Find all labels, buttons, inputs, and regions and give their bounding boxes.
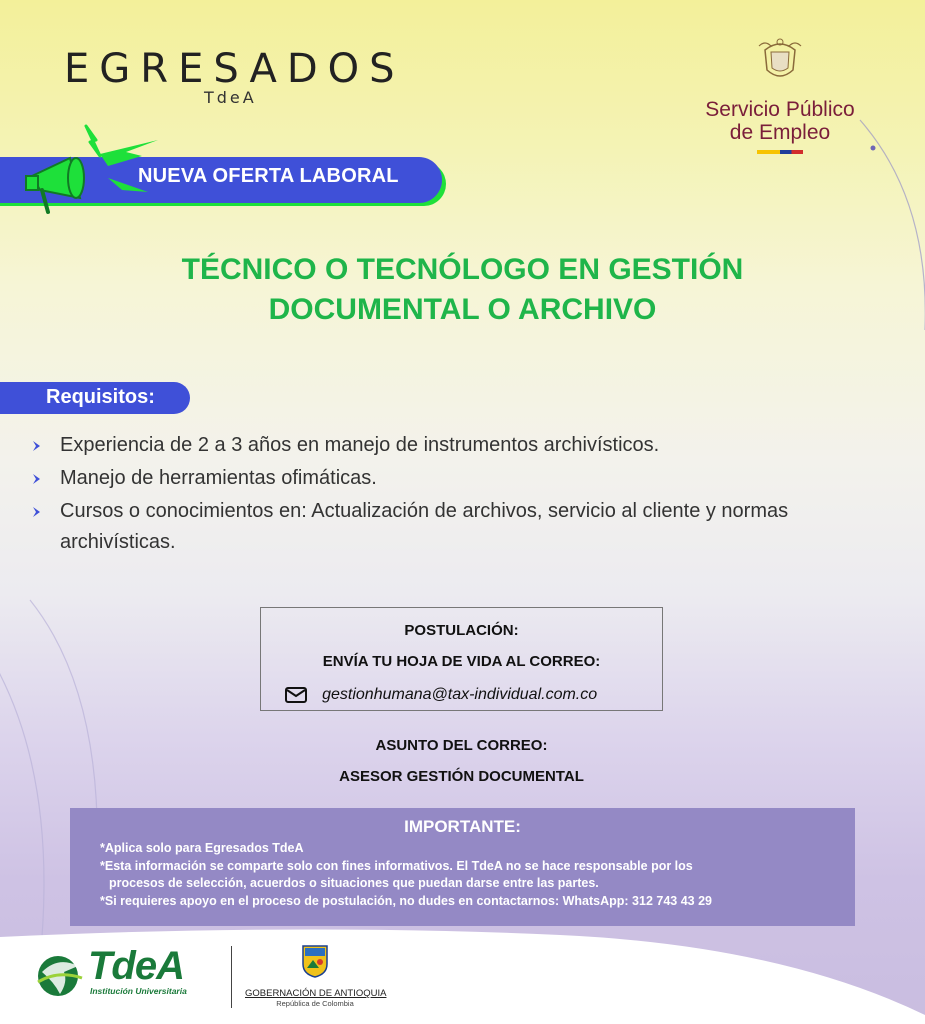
subject-label: ASUNTO DEL CORREO: <box>375 737 548 754</box>
egresados-logo <box>64 46 409 108</box>
gobernacion-logo <box>245 944 385 1010</box>
important-note: *Si requieres apoyo en el proceso de postulación, no dudes en contactarnos: WhatsApp: 312 743 43 29 <box>100 893 712 908</box>
requirement-text: Manejo de herramientas ofimáticas. <box>60 467 377 489</box>
chevron-right-icon <box>32 506 42 518</box>
chevron-right-icon <box>32 473 42 485</box>
requirement-text: Cursos o conocimientos en: Actualización de archivos, servicio al cliente y normas archivísticas. <box>60 500 789 553</box>
colombia-flag-strip <box>757 150 803 154</box>
mail-icon <box>285 687 307 703</box>
footer-divider <box>231 946 232 1008</box>
requirement-item <box>32 496 852 558</box>
job-title-line1: TÉCNICO O TECNÓLOGO EN GESTIÓN <box>181 253 744 286</box>
tdea-subtitle: Institución Universitaria <box>90 986 187 996</box>
application-instruction: ENVÍA TU HOJA DE VIDA AL CORREO: <box>322 653 601 670</box>
subject-value: ASESOR GESTIÓN DOCUMENTAL <box>339 768 584 785</box>
chevron-right-icon <box>32 440 42 452</box>
tdea-wordmark: TdeA <box>88 944 184 988</box>
application-box <box>260 607 663 711</box>
spe-name <box>680 98 880 144</box>
spe-logo <box>680 36 880 156</box>
requirement-item <box>32 463 852 494</box>
tdea-emblem-icon <box>34 952 84 998</box>
requirements-list <box>32 430 852 560</box>
application-email-row <box>285 684 597 704</box>
spe-name-line1: Servicio Público <box>705 98 855 121</box>
application-heading: POSTULACIÓN: <box>404 622 519 639</box>
spe-name-line2: de Empleo <box>729 121 831 144</box>
important-note: procesos de selección, acuerdos o situaciones que puedan darse entre las partes. <box>109 876 599 890</box>
tdea-logo <box>34 944 224 1000</box>
important-note: *Aplica solo para Egresados TdeA <box>100 841 304 855</box>
requirement-text: Experiencia de 2 a 3 años en manejo de instrumentos archivísticos. <box>60 434 660 456</box>
gobernacion-name: GOBERNACIÓN DE ANTIOQUIA <box>245 988 387 999</box>
important-heading: IMPORTANTE: <box>404 817 521 836</box>
important-box <box>70 808 855 926</box>
banner-label: NUEVA OFERTA LABORAL <box>138 165 399 187</box>
egresados-subtitle: TdeA <box>204 88 257 107</box>
requirement-item <box>32 430 852 461</box>
colombia-crest-icon <box>757 36 803 88</box>
requirements-heading: Requisitos: <box>46 386 155 408</box>
job-title-line2: DOCUMENTAL O ARCHIVO <box>268 293 657 326</box>
gobernacion-subtitle: República de Colombia <box>276 999 354 1008</box>
application-email-link[interactable]: gestionhumana@tax-individual.com.co <box>322 685 598 703</box>
egresados-wordmark: EGRESADOS <box>64 46 405 92</box>
job-title <box>100 250 825 330</box>
important-note: *Esta información se comparte solo con fines informativos. El TdeA no se hace responsable por los <box>100 858 693 873</box>
important-notes <box>100 840 712 910</box>
antioquia-shield-icon <box>301 944 329 978</box>
